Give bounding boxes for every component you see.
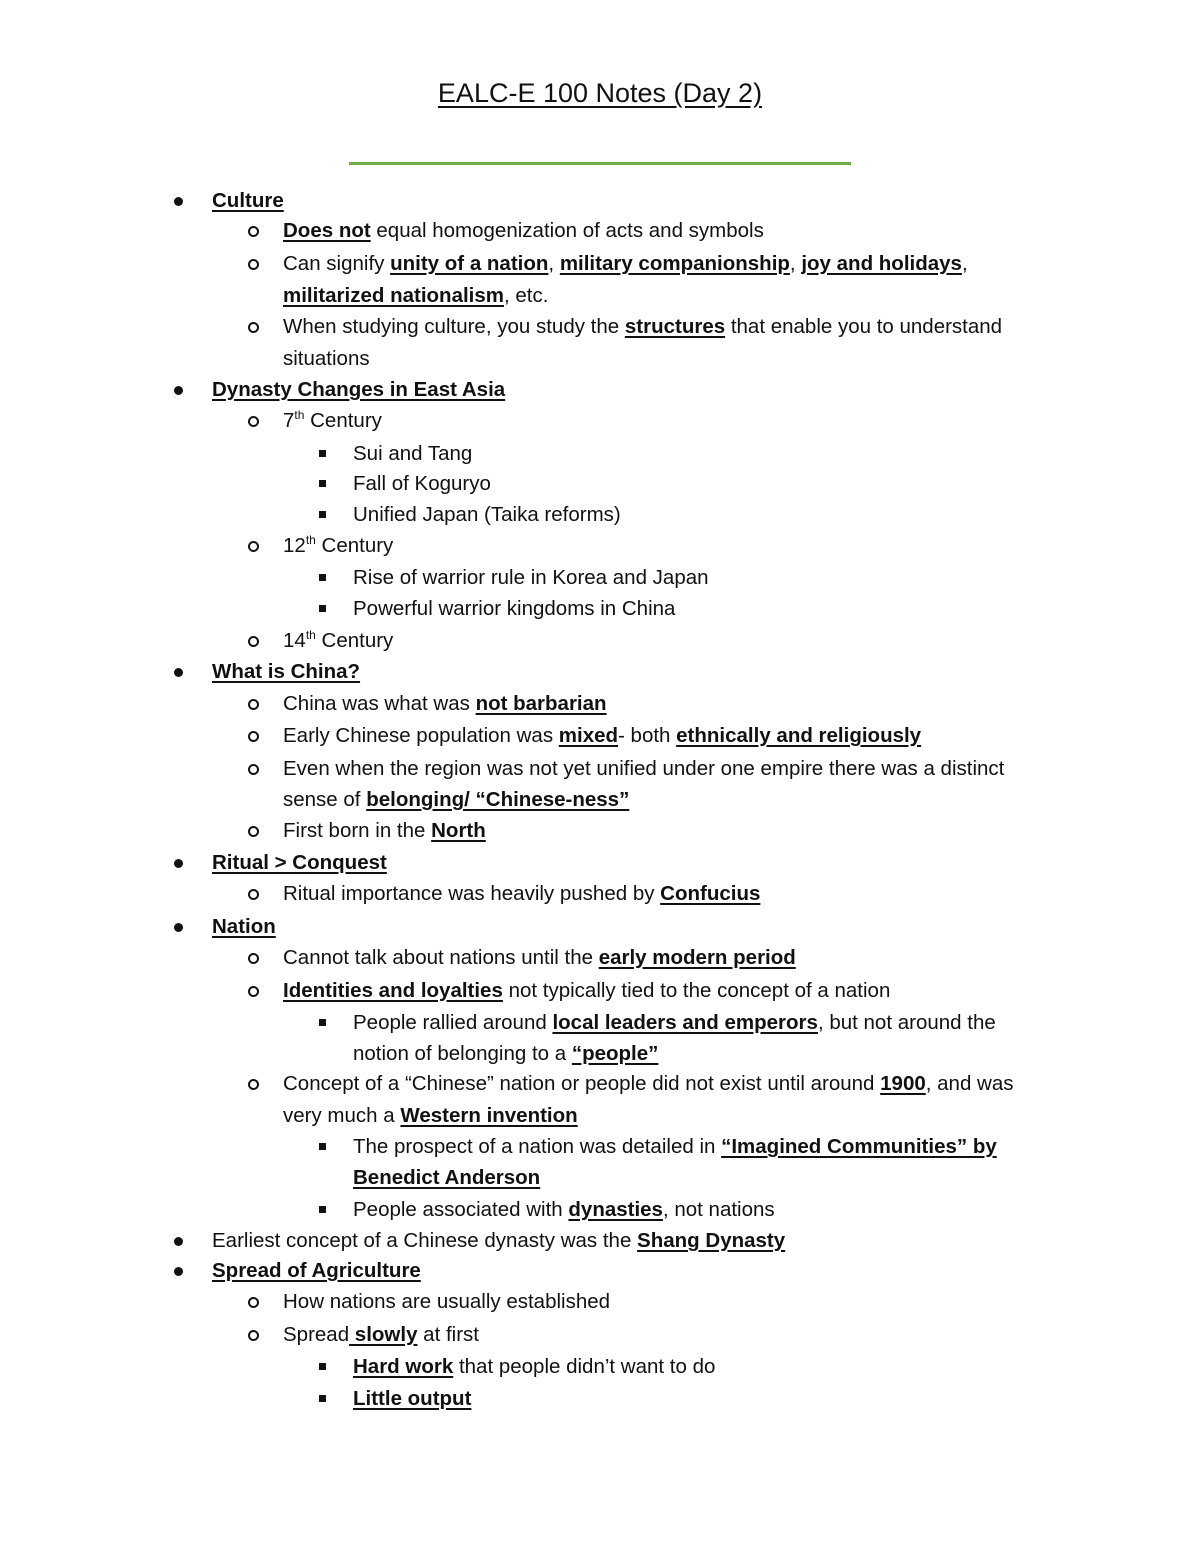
sub-sub-bullet: Little output — [353, 1384, 471, 1414]
bullet-circle — [248, 731, 259, 742]
bullet-circle — [248, 986, 259, 997]
bullet-circle — [248, 826, 259, 837]
bullet-ritual-conquest: Ritual > Conquest — [212, 848, 387, 878]
bullet-circle — [248, 259, 259, 270]
continuation-line: situations — [283, 347, 370, 370]
sub-bullet: Ritual importance was heavily pushed by Confucius — [283, 879, 760, 909]
sub-sub-bullet: Fall of Koguryo — [353, 469, 491, 499]
sub-bullet: Concept of a “Chinese” nation or people did not exist until around 1900, and was — [283, 1069, 1014, 1099]
bullet-disc — [174, 1237, 183, 1246]
bullet-circle — [248, 953, 259, 964]
sub-bullet: China was what was not barbarian — [283, 689, 607, 719]
sub-sub-bullet: The prospect of a nation was detailed in “Imagined Communities” by — [353, 1132, 997, 1162]
bullet-dynasty-changes: Dynasty Changes in East Asia — [212, 375, 505, 405]
sub-bullet: 7th Century — [283, 406, 382, 436]
sub-bullet: Even when the region was not yet unified under one empire there was a distinct — [283, 754, 1004, 784]
bullet-disc — [174, 668, 183, 677]
sub-bullet: Cannot talk about nations until the early modern period — [283, 943, 796, 973]
continuation-line: militarized nationalism, etc. — [283, 284, 549, 307]
bullet-square — [319, 1363, 326, 1370]
bullet-what-is-china: What is China? — [212, 657, 360, 687]
sub-bullet: 14th Century — [283, 626, 393, 656]
bullet-disc — [174, 859, 183, 868]
bullet-circle — [248, 541, 259, 552]
bullet-circle — [248, 416, 259, 427]
sub-bullet: 12th Century — [283, 531, 393, 561]
bullet-square — [319, 1143, 326, 1150]
bullet-nation: Nation — [212, 912, 276, 942]
continuation-line: sense of belonging/ “Chinese-ness” — [283, 788, 630, 811]
page-title: EALC-E 100 Notes (Day 2) — [437, 78, 763, 108]
sub-bullet: Spread slowly at first — [283, 1320, 479, 1350]
sub-bullet: Early Chinese population was mixed- both ethnically and religiously — [283, 721, 921, 751]
bullet-circle — [248, 889, 259, 900]
bullet-square — [319, 511, 326, 518]
title-divider — [349, 162, 851, 165]
sub-sub-bullet: Sui and Tang — [353, 439, 472, 469]
bullet-circle — [248, 636, 259, 647]
sub-sub-bullet: Hard work that people didn’t want to do — [353, 1352, 715, 1382]
bullet-circle — [248, 1297, 259, 1308]
sub-sub-bullet: Unified Japan (Taika reforms) — [353, 500, 621, 530]
bullet-circle — [248, 1079, 259, 1090]
bullet-circle — [248, 764, 259, 775]
bullet-spread-of-agriculture: Spread of Agriculture — [212, 1256, 421, 1286]
bullet-circle — [248, 1330, 259, 1341]
sub-bullet: Does not equal homogenization of acts and symbols — [283, 216, 764, 246]
bullet-square — [319, 1019, 326, 1026]
sub-bullet: How nations are usually established — [283, 1287, 610, 1317]
bullet-square — [319, 1206, 326, 1213]
bullet-disc — [174, 1267, 183, 1276]
bullet-disc — [174, 923, 183, 932]
bullet-square — [319, 605, 326, 612]
sub-bullet: Can signify unity of a nation, military companionship, joy and holidays, — [283, 249, 968, 279]
bullet-disc — [174, 386, 183, 395]
sub-bullet: First born in the North — [283, 816, 486, 846]
sub-sub-bullet: People rallied around local leaders and emperors, but not around the — [353, 1008, 996, 1038]
sub-bullet: When studying culture, you study the structures that enable you to understand — [283, 312, 1002, 342]
continuation-line: very much a Western invention — [283, 1104, 578, 1127]
bullet-circle — [248, 226, 259, 237]
sub-sub-bullet: People associated with dynasties, not nations — [353, 1195, 775, 1225]
bullet-circle — [248, 699, 259, 710]
continuation-line: Benedict Anderson — [353, 1166, 541, 1189]
bullet-square — [319, 574, 326, 581]
bullet-square — [319, 1395, 326, 1402]
bullet-circle — [248, 322, 259, 333]
sub-sub-bullet: Powerful warrior kingdoms in China — [353, 594, 675, 624]
continuation-line: notion of belonging to a “people” — [353, 1042, 659, 1065]
sub-bullet: Identities and loyalties not typically tied to the concept of a nation — [283, 976, 890, 1006]
bullet-square — [319, 480, 326, 487]
sub-sub-bullet: Rise of warrior rule in Korea and Japan — [353, 563, 709, 593]
bullet-square — [319, 450, 326, 457]
bullet-disc — [174, 197, 183, 206]
bullet-culture: Culture — [212, 186, 284, 216]
bullet-earliest-dynasty: Earliest concept of a Chinese dynasty was the Shang Dynasty — [212, 1226, 785, 1256]
